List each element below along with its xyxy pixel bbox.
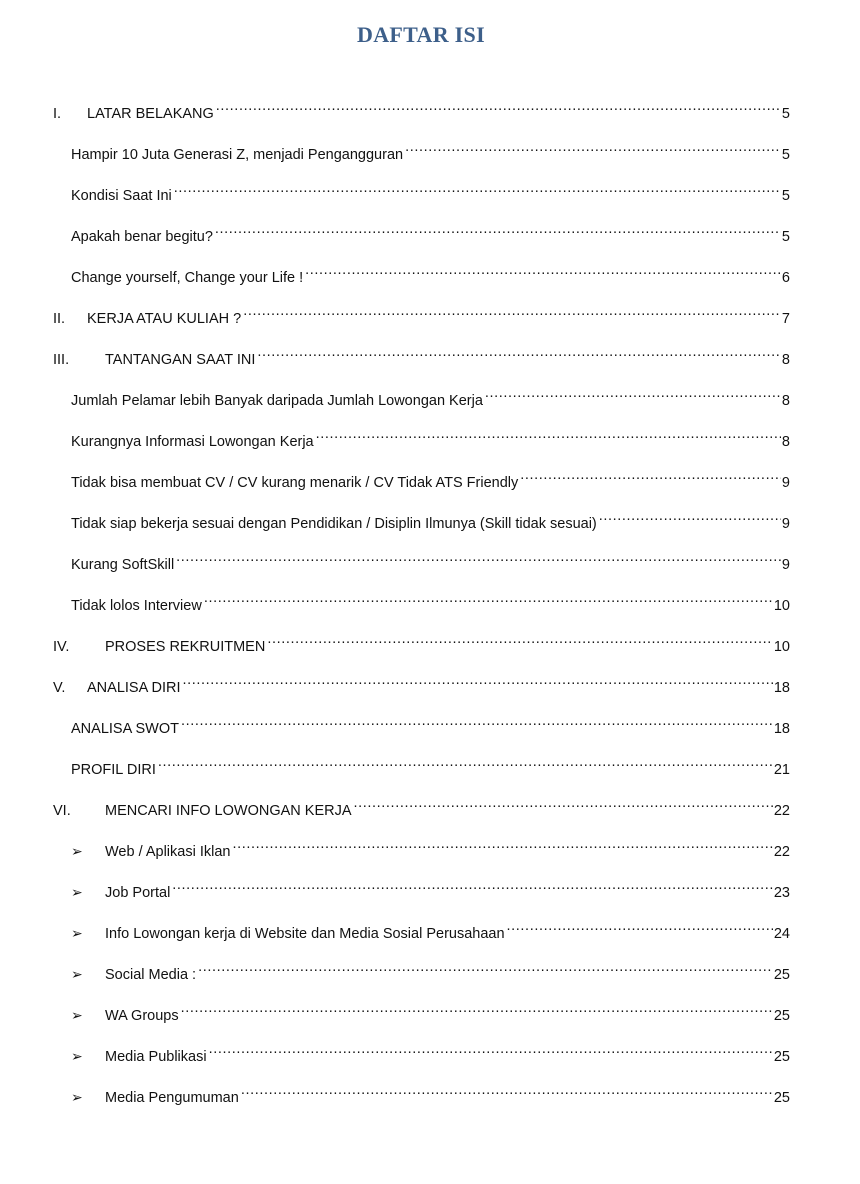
toc-entry-label: Media Publikasi [105, 1049, 207, 1065]
arrow-bullet-icon: ➢ [71, 1089, 83, 1105]
toc-entry-page: 21 [773, 762, 790, 778]
toc-entry-label: KERJA ATAU KULIAH ? [87, 311, 242, 327]
toc-entry[interactable] [71, 176, 790, 204]
dot-leader [176, 545, 781, 569]
dot-leader [209, 1037, 773, 1061]
arrow-bullet-icon: ➢ [71, 1048, 83, 1064]
toc-entry-page: 25 [773, 967, 790, 983]
toc-entry-label: Social Media : [105, 967, 197, 983]
toc-entry[interactable] [71, 1078, 790, 1106]
toc-entry-page: 8 [781, 434, 790, 450]
toc-entry-label: PROSES REKRUITMEN [105, 639, 266, 655]
toc-entry-label: Tidak siap bekerja sesuai dengan Pendidikan / Disiplin Ilmunya (Skill tidak sesuai) [71, 516, 597, 532]
toc-entry-page: 6 [781, 270, 790, 286]
dot-leader [174, 176, 781, 200]
toc-entry[interactable] [71, 750, 790, 778]
toc-entry-label: Web / Aplikasi Iklan [105, 844, 231, 860]
dot-leader [181, 996, 773, 1020]
toc-entry-number: V. [53, 680, 66, 696]
toc-entry-page: 9 [781, 475, 790, 491]
dot-leader [354, 791, 773, 815]
dot-leader [182, 668, 772, 692]
toc-entry-page: 8 [781, 352, 790, 368]
toc-entry-page: 22 [773, 844, 790, 860]
dot-leader [520, 463, 781, 487]
toc-entry-label: PROFIL DIRI [71, 762, 156, 778]
dot-leader [599, 504, 781, 528]
toc-entry-page: 8 [781, 393, 790, 409]
toc-entry[interactable] [71, 422, 790, 450]
toc-entry[interactable] [53, 668, 790, 696]
toc-entry-label: Change yourself, Change your Life ! [71, 270, 304, 286]
arrow-bullet-icon: ➢ [71, 884, 83, 900]
toc-entry[interactable] [53, 94, 790, 122]
toc-entry-page: 9 [781, 557, 790, 573]
toc-entry-page: 5 [781, 229, 790, 245]
toc-entry-page: 25 [773, 1090, 790, 1106]
toc-entry-label: Apakah benar begitu? [71, 229, 213, 245]
toc-entry-label: Kondisi Saat Ini [71, 188, 172, 204]
toc-entry-number: III. [53, 352, 70, 368]
toc-entry[interactable] [71, 996, 790, 1024]
toc-entry[interactable] [71, 381, 790, 409]
toc-entry-number: II. [53, 311, 66, 327]
toc-entry-label: LATAR BELAKANG [87, 106, 214, 122]
toc-entry-page: 7 [781, 311, 790, 327]
arrow-bullet-icon: ➢ [71, 925, 83, 941]
toc-entry-label: Job Portal [105, 885, 171, 901]
toc-entry[interactable] [53, 627, 790, 655]
dot-leader [181, 709, 773, 733]
toc-entry-page: 25 [773, 1008, 790, 1024]
toc-entry[interactable] [71, 873, 790, 901]
toc-entry-page: 5 [781, 188, 790, 204]
dot-leader [305, 258, 781, 282]
toc-entry-label: Kurang SoftSkill [71, 557, 175, 573]
toc-entry[interactable] [71, 545, 790, 573]
toc-entry-page: 24 [773, 926, 790, 942]
toc-entry[interactable] [71, 586, 790, 614]
toc-entry[interactable] [71, 135, 790, 163]
toc-entry-label: Hampir 10 Juta Generasi Z, menjadi Pengangguran [71, 147, 404, 163]
dot-leader [241, 1078, 773, 1102]
toc-entry-number: IV. [53, 639, 70, 655]
toc-entry-page: 22 [773, 803, 790, 819]
dot-leader [257, 340, 781, 364]
toc-entry-page: 18 [773, 680, 790, 696]
toc-entry[interactable] [71, 504, 790, 532]
dot-leader [172, 873, 773, 897]
dot-leader [215, 217, 781, 241]
toc-entry-number: VI. [53, 803, 71, 819]
toc-entry[interactable] [53, 791, 790, 819]
toc-entry[interactable] [71, 914, 790, 942]
toc-entry[interactable] [71, 1037, 790, 1065]
toc-entry-label: TANTANGAN SAAT INI [105, 352, 256, 368]
dot-leader [216, 94, 781, 118]
dot-leader [507, 914, 773, 938]
toc-entry-page: 5 [781, 106, 790, 122]
toc-entry-label: MENCARI INFO LOWONGAN KERJA [105, 803, 352, 819]
toc-entry-number: I. [53, 106, 62, 122]
dot-leader [485, 381, 781, 405]
dot-leader [204, 586, 773, 610]
toc-entry-page: 9 [781, 516, 790, 532]
arrow-bullet-icon: ➢ [71, 1007, 83, 1023]
page-title: DAFTAR ISI [357, 22, 485, 47]
toc-entry[interactable] [71, 258, 790, 286]
toc-entry-label: ANALISA DIRI [87, 680, 181, 696]
toc-entry[interactable] [71, 709, 790, 737]
dot-leader [267, 627, 773, 651]
toc-entry[interactable] [53, 340, 790, 368]
toc-entry-page: 5 [781, 147, 790, 163]
toc-entry-page: 25 [773, 1049, 790, 1065]
toc-entry-label: Jumlah Pelamar lebih Banyak daripada Jumlah Lowongan Kerja [71, 393, 483, 409]
arrow-bullet-icon: ➢ [71, 966, 83, 982]
toc-entry-page: 18 [773, 721, 790, 737]
toc-entry-label: Kurangnya Informasi Lowongan Kerja [71, 434, 314, 450]
toc-entry-page: 23 [773, 885, 790, 901]
toc-entry[interactable] [71, 463, 790, 491]
toc-entry-page: 10 [773, 598, 790, 614]
dot-leader [316, 422, 781, 446]
toc-entry-label: Tidak lolos Interview [71, 598, 202, 614]
toc-entry-label: WA Groups [105, 1008, 179, 1024]
toc-entry-label: Tidak bisa membuat CV / CV kurang menarik / CV Tidak ATS Friendly [71, 475, 519, 491]
dot-leader [232, 832, 772, 856]
toc-entry[interactable] [53, 299, 790, 327]
toc-entry[interactable] [71, 955, 790, 983]
toc-entry[interactable] [71, 217, 790, 245]
toc-entry[interactable] [71, 832, 790, 860]
toc-entry-page: 10 [773, 639, 790, 655]
toc-entry-label: ANALISA SWOT [71, 721, 179, 737]
dot-leader [198, 955, 773, 979]
dot-leader [243, 299, 781, 323]
toc-entry-label: Media Pengumuman [105, 1090, 239, 1106]
dot-leader [405, 135, 781, 159]
arrow-bullet-icon: ➢ [71, 843, 83, 859]
toc-entry-label: Info Lowongan kerja di Website dan Media Sosial Perusahaan [105, 926, 505, 942]
dot-leader [158, 750, 773, 774]
